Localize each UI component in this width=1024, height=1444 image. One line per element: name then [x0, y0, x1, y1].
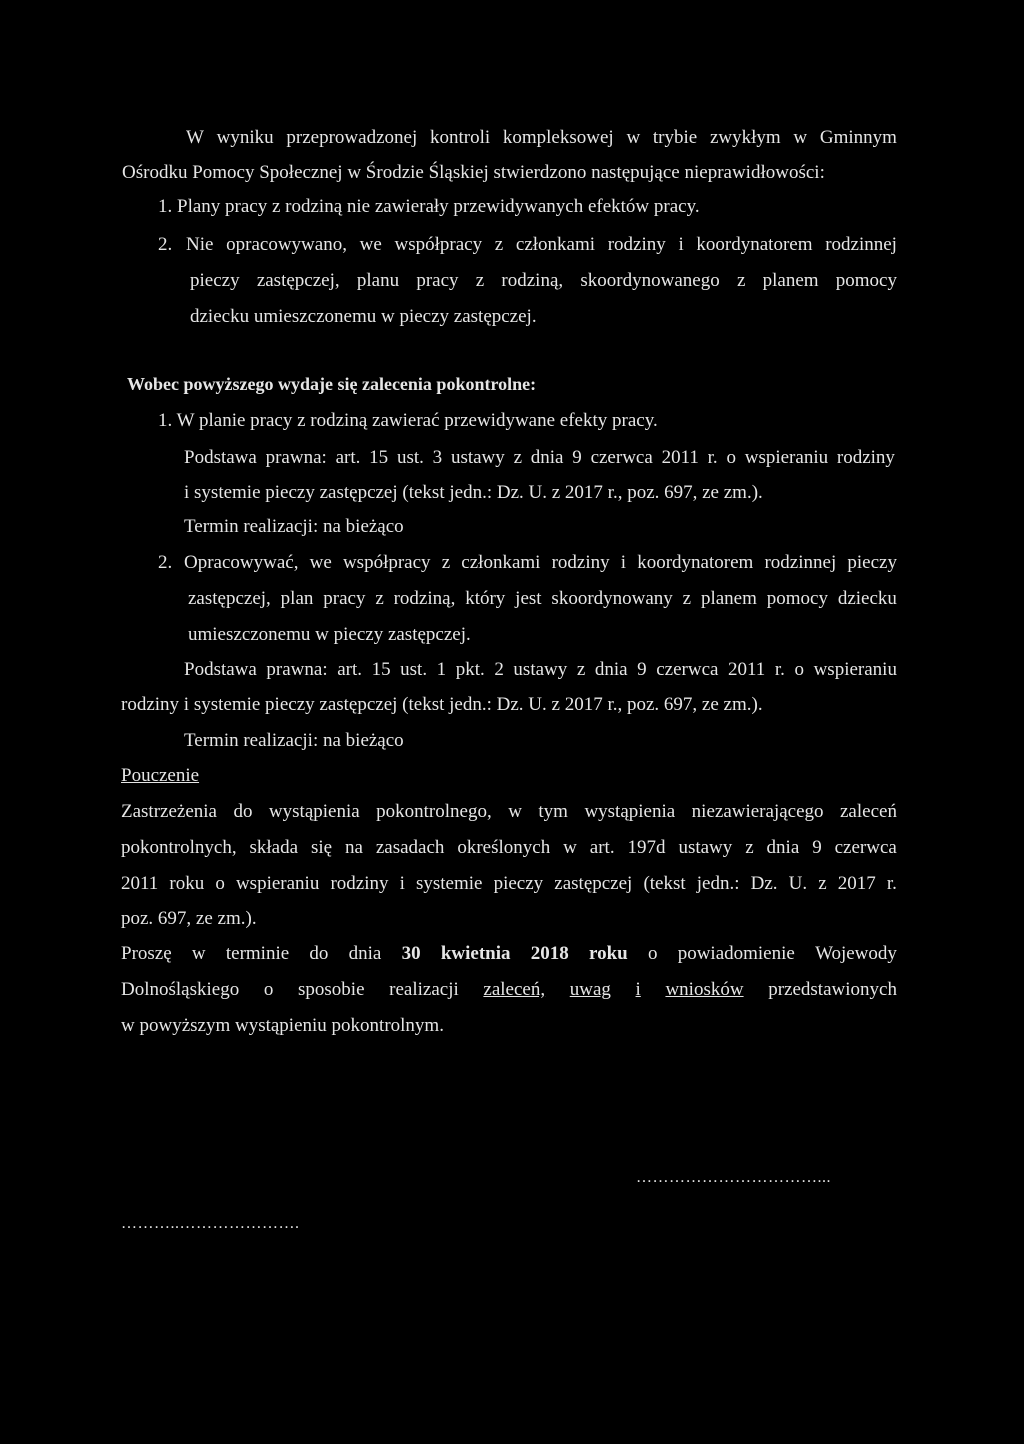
word: ustawy: [450, 447, 505, 468]
signature-line-left: ………..………………….: [121, 1215, 300, 1232]
word: 2011: [121, 873, 159, 894]
word: r.: [707, 447, 718, 468]
word: planem: [762, 270, 819, 291]
word: pieczy: [847, 552, 897, 573]
word: z: [475, 270, 485, 291]
word: czerwca: [590, 447, 653, 468]
instruction-p1-line-3: [121, 874, 897, 893]
word: rodzinnej: [825, 234, 897, 255]
recommendation-2-line-1: [184, 553, 897, 572]
word: roku: [588, 943, 628, 964]
word: roku: [169, 873, 205, 894]
word: 2017: [837, 873, 876, 894]
word: Podstawa: [184, 447, 257, 468]
word: koordynatorem: [696, 234, 813, 255]
word: 3: [432, 447, 443, 468]
word: realizacji: [389, 979, 459, 1000]
word: się: [310, 837, 333, 858]
word: zastępczej,: [256, 270, 340, 291]
word: w: [793, 127, 808, 148]
word: wspieraniu: [235, 873, 320, 894]
recommendation-1-basis-line-1: [184, 448, 895, 467]
word: dziecku: [837, 588, 897, 609]
recommendation-2-basis-line-1: [184, 660, 897, 679]
word: ust.: [400, 659, 428, 680]
word: rodziną,: [501, 270, 564, 291]
word: opracowywano,: [226, 234, 347, 255]
word: Wojewody: [815, 943, 897, 964]
word: na: [345, 837, 363, 858]
recommendation-2-deadline: Termin realizacji: na bieżąco: [184, 730, 404, 751]
word: prawna:: [265, 447, 327, 468]
word: Nie: [186, 234, 214, 255]
word: z: [441, 552, 451, 573]
word: U.: [788, 873, 808, 894]
word: zastępczej,: [188, 588, 271, 609]
word: W: [186, 127, 204, 148]
finding-2-line-3: dziecku umieszczonemu w pieczy zastępczej.: [190, 306, 537, 327]
word: (tekst: [643, 873, 686, 894]
word: z: [375, 588, 384, 609]
word: kwietnia: [440, 943, 511, 964]
word: zastępczej: [554, 873, 633, 894]
word: członkami: [515, 234, 596, 255]
word: 9: [812, 837, 822, 858]
word: dnia: [530, 447, 564, 468]
recommendation-1-deadline: Termin realizacji: na bieżąco: [184, 516, 404, 537]
word: rodziny: [551, 552, 610, 573]
instruction-p1-line-2: [121, 838, 897, 857]
word: przeprowadzonej: [286, 127, 418, 148]
word: kompleksowej: [502, 127, 614, 148]
word: i: [399, 873, 405, 894]
word: tym: [538, 801, 568, 822]
word: i: [620, 552, 627, 573]
word: kontroli: [429, 127, 491, 148]
word: uwag: [569, 979, 611, 1000]
word: rodziny: [607, 234, 666, 255]
word: 15: [371, 659, 391, 680]
word: czerwca: [834, 837, 897, 858]
word: o: [215, 873, 225, 894]
word: 2011: [728, 659, 766, 680]
word: rodziną,: [393, 588, 456, 609]
word: 197d: [627, 837, 666, 858]
word: w: [508, 801, 522, 822]
word: rodziny: [836, 447, 895, 468]
recommendation-2-line-2: [188, 589, 897, 608]
word: systemie: [415, 873, 483, 894]
word: art.: [589, 837, 615, 858]
word: zaleceń: [840, 801, 897, 822]
word: ust.: [396, 447, 424, 468]
word: określonych: [457, 837, 551, 858]
finding-2-line-1: [186, 235, 897, 254]
word: pomocy: [766, 588, 828, 609]
word: współpracy: [394, 234, 483, 255]
intro-line-2: Ośrodku Pomocy Społecznej w Środzie Śląskiej stwierdzono następujące nieprawidłowości:: [122, 162, 825, 183]
recommendations-heading: Wobec powyższego wydaje się zalecenia pokontrolne:: [127, 374, 537, 394]
word: pieczy: [190, 270, 240, 291]
word: 30: [401, 943, 421, 964]
word: art.: [337, 659, 362, 680]
recommendation-1-basis-line-2: i systemie pieczy zastępczej (tekst jedn.: Dz. U. z 2017 r., poz. 697, ze zm.).: [184, 482, 763, 503]
word: z: [494, 234, 504, 255]
word: dnia: [766, 837, 800, 858]
word: dnia: [594, 659, 628, 680]
word: Opracowywać,: [184, 552, 299, 573]
word: i: [678, 234, 684, 255]
word: z: [576, 659, 586, 680]
word: plan: [280, 588, 314, 609]
word: rodziny: [330, 873, 389, 894]
word: Dolnośląskiego: [121, 979, 240, 1000]
word: do: [233, 801, 253, 822]
word: Zastrzeżenia: [121, 801, 217, 822]
word: zasadach: [375, 837, 445, 858]
word: wniosków: [665, 979, 744, 1000]
instruction-p2-line-2: [121, 980, 897, 999]
word: który: [465, 588, 506, 609]
intro-line-1: [186, 128, 897, 147]
recommendation-1: 1. W planie pracy z rodziną zawierać przewidywane efekty pracy.: [158, 410, 658, 431]
word: Proszę: [121, 943, 172, 964]
finding-2-number: 2.: [158, 234, 173, 255]
word: o: [263, 979, 274, 1000]
word: z: [513, 447, 522, 468]
word: Gminnym: [819, 127, 897, 148]
signature-line-right: ……………………………...: [636, 1169, 831, 1186]
instruction-p1-line-1: [121, 802, 897, 821]
word: we: [309, 552, 332, 573]
word: zwykłym: [709, 127, 781, 148]
word: ustawy: [513, 659, 568, 680]
word: pkt.: [455, 659, 485, 680]
instruction-p2-line-3: w powyższym wystąpieniu pokontrolnym.: [121, 1015, 444, 1036]
word: współpracy: [342, 552, 431, 573]
word: trybie: [652, 127, 698, 148]
word: 1: [436, 659, 447, 680]
word: przedstawionych: [768, 979, 897, 1000]
word: pomocy: [835, 270, 897, 291]
word: Podstawa: [184, 659, 257, 680]
word: z: [745, 837, 754, 858]
word: dnia: [348, 943, 382, 964]
word: skoordynowanego: [580, 270, 720, 291]
word: członkami: [461, 552, 541, 573]
word: i: [635, 979, 641, 1000]
word: z: [818, 873, 827, 894]
word: 9: [637, 659, 647, 680]
word: wyniku: [216, 127, 274, 148]
word: w: [563, 837, 577, 858]
word: z: [736, 270, 746, 291]
word: planu: [356, 270, 400, 291]
word: o: [647, 943, 658, 964]
word: z: [682, 588, 692, 609]
word: wspieraniu: [744, 447, 829, 468]
word: powiadomienie: [677, 943, 795, 964]
word: o: [726, 447, 736, 468]
instruction-p2-line-1: [121, 944, 897, 963]
word: wspieraniu: [813, 659, 897, 680]
word: 2018: [530, 943, 569, 964]
word: składa: [249, 837, 299, 858]
word: art.: [335, 447, 361, 468]
word: pracy: [416, 270, 459, 291]
word: 2: [494, 659, 504, 680]
word: skoordynowany: [551, 588, 673, 609]
word: o: [794, 659, 804, 680]
word: r.: [886, 873, 897, 894]
word: pieczy: [493, 873, 544, 894]
word: r.: [774, 659, 785, 680]
word: pracy: [323, 588, 366, 609]
word: ustawy: [678, 837, 733, 858]
word: 15: [369, 447, 389, 468]
instruction-p1-line-4: poz. 697, ze zm.).: [121, 908, 257, 929]
word: pokontrolnych,: [121, 837, 237, 858]
recommendation-2-number: 2.: [158, 552, 173, 573]
word: planem: [700, 588, 757, 609]
instruction-heading: Pouczenie: [121, 765, 200, 786]
word: Dz.: [750, 873, 778, 894]
word: prawna:: [266, 659, 328, 680]
word: rodzinnej: [764, 552, 837, 573]
word: wystąpienia: [268, 801, 360, 822]
word: 2011: [661, 447, 699, 468]
word: w: [191, 943, 206, 964]
word: pokontrolnego,: [376, 801, 492, 822]
word: sposobie: [298, 979, 365, 1000]
word: wystąpienia: [584, 801, 676, 822]
recommendation-2-basis-line-2: rodziny i systemie pieczy zastępczej (tekst jedn.: Dz. U. z 2017 r., poz. 697, ze zm.).: [121, 694, 763, 715]
word: jest: [515, 588, 542, 609]
word: niezawierającego: [691, 801, 824, 822]
finding-2-line-2: [190, 271, 897, 290]
word: 9: [572, 447, 582, 468]
word: do: [309, 943, 329, 964]
word: we: [359, 234, 382, 255]
word: koordynatorem: [637, 552, 754, 573]
word: terminie: [225, 943, 290, 964]
word: w: [626, 127, 641, 148]
word: jedn.:: [696, 873, 740, 894]
word: czerwca: [656, 659, 719, 680]
finding-1: 1. Plany pracy z rodziną nie zawierały przewidywanych efektów pracy.: [158, 196, 700, 217]
recommendation-2-line-3: umieszczonemu w pieczy zastępczej.: [188, 624, 471, 645]
word: zaleceń,: [483, 979, 546, 1000]
